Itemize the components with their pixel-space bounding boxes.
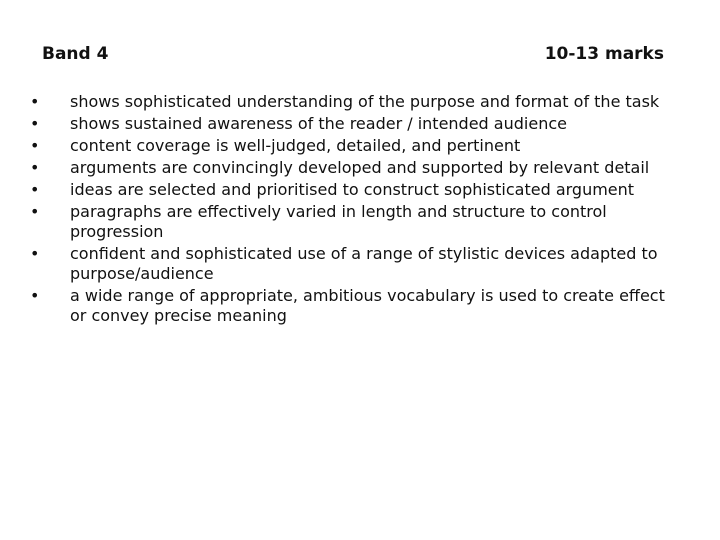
criteria-item [30,92,670,112]
criteria-text: shows sustained awareness of the reader / intended audience [70,114,567,133]
criteria-list [30,92,670,328]
bullet-icon: • [30,244,40,263]
criteria-item [30,202,670,242]
criteria-text: confident and sophisticated use of a range of stylistic devices adapted to purpose/audience [70,244,658,283]
criteria-item [30,114,670,134]
bullet-icon: • [30,180,40,199]
criteria-item [30,244,670,284]
criteria-item [30,286,670,326]
criteria-text: ideas are selected and prioritised to construct sophisticated argument [70,180,635,199]
criteria-text: paragraphs are effectively varied in length and structure to control progression [70,202,607,241]
criteria-item [30,180,670,200]
criteria-item [30,136,670,156]
bullet-icon: • [30,158,40,177]
bullet-icon: • [30,114,40,133]
criteria-item [30,158,670,178]
bullet-icon: • [30,202,40,221]
bullet-icon: • [30,286,40,305]
criteria-text: arguments are convincingly developed and supported by relevant detail [70,158,650,177]
criteria-text: shows sophisticated understanding of the purpose and format of the task [70,92,660,111]
header [42,44,664,68]
bullet-icon: • [30,92,40,111]
band-title: Band 4 [42,44,109,64]
marks-range: 10-13 marks [544,44,664,64]
bullet-icon: • [30,136,40,155]
criteria-text: content coverage is well-judged, detailed, and pertinent [70,136,521,155]
criteria-text: a wide range of appropriate, ambitious vocabulary is used to create effect or convey precise meaning [70,286,665,325]
